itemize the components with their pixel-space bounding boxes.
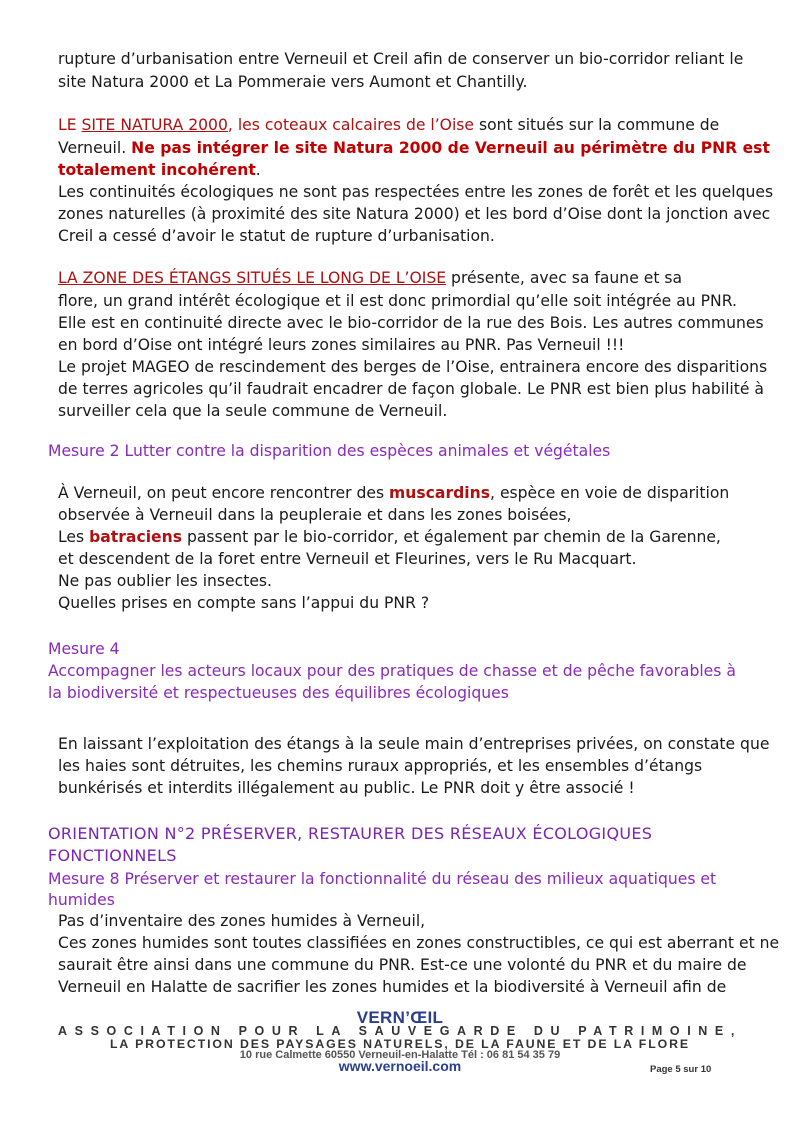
- text-plain: .: [255, 161, 261, 179]
- paragraph-line: Quelles prises en compte sans l’appui du PNR ?: [58, 594, 430, 612]
- paragraph-line: Verneuil en Halatte de sacrifier les zones humides et la biodiversité à Verneuil afin de: [58, 978, 727, 996]
- paragraph-line: [58, 526, 721, 549]
- paragraph-line: bunkérisés et interdits illégalement au public. Le PNR doit y être associé !: [58, 779, 635, 797]
- paragraph-line: rupture d’urbanisation entre Verneuil et Creil afin de conserver un bio-corridor reliant le: [58, 50, 744, 68]
- mesure4-heading: Mesure 4: [48, 640, 120, 658]
- paragraph-line: zones naturelles (à proximité des site Natura 2000) et les bord d’Oise dont la jonction avec: [58, 205, 771, 223]
- text-plain: , espèce en voie de disparition: [490, 484, 730, 502]
- keyword-batraciens: batraciens: [89, 528, 182, 546]
- text-emphasis: totalement incohérent: [58, 161, 256, 179]
- text-emphasis: Ne pas intégrer le site Natura 2000 de Verneuil au périmètre du PNR est: [131, 139, 770, 157]
- paragraph-line: [58, 482, 729, 505]
- paragraph-line: flore, un grand intérêt écologique et il est donc primordial qu’elle soit intégrée au PNR.: [58, 292, 737, 310]
- mesure8-heading: Mesure 8 Préserver et restaurer la fonctionnalité du réseau des milieux aquatiques et: [48, 870, 717, 888]
- paragraph-line: Creil a cessé d’avoir le statut de rupture d’urbanisation.: [58, 227, 495, 245]
- orientation-heading: FONCTIONNELS: [48, 846, 177, 865]
- paragraph-line: Le projet MAGEO de rescindement des berges de l’Oise, entrainera encore des disparitions: [58, 358, 768, 376]
- paragraph-line: En laissant l’exploitation des étangs à la seule main d’entreprises privées, on constate que: [58, 735, 770, 753]
- paragraph-line: Les continuités écologiques ne sont pas respectées entre les zones de forêt et les quelques: [58, 183, 774, 201]
- footer-org-name: VERN’ŒIL: [356, 1008, 444, 1027]
- natura-prefix: LE: [58, 116, 82, 134]
- paragraph-line: Pas d’inventaire des zones humides à Verneuil,: [58, 912, 426, 930]
- mesure4-title: la biodiversité et respectueuses des équilibres écologiques: [48, 684, 509, 702]
- paragraph-line: Ne pas oublier les insectes.: [58, 572, 273, 590]
- mesure2-heading: Mesure 2 Lutter contre la disparition des espèces animales et végétales: [48, 442, 611, 460]
- paragraph-line: Elle est en continuité directe avec le bio-corridor de la rue des Bois. Les autres communes: [58, 314, 764, 332]
- paragraph-line: [58, 159, 261, 182]
- footer-line: ASSOCIATION POUR LA SAUVEGARDE DU PATRIMOINE,: [58, 1024, 742, 1038]
- paragraph-line: les haies sont détruites, les chemins ruraux appropriés, et les ensembles d’étangs: [58, 757, 703, 775]
- text-plain: Verneuil.: [58, 139, 132, 157]
- paragraph-line: saurait être ainsi dans une commune du PNR. Est-ce une volonté du PNR et du maire de: [58, 956, 747, 974]
- text-plain: À Verneuil, on peut encore rencontrer des: [58, 484, 390, 502]
- footer-address: 10 rue Calmette 60550 Verneuil-en-Halatte Tél : 06 81 54 35 79: [239, 1049, 561, 1061]
- paragraph-line: en bord d’Oise ont intégré leurs zones similaires au PNR. Pas Verneuil !!!: [58, 336, 625, 354]
- mesure4-title: Accompagner les acteurs locaux pour des pratiques de chasse et de pêche favorables à: [48, 662, 736, 680]
- paragraph-line: observée à Verneuil dans la peupleraie et dans les zones boisées,: [58, 506, 572, 524]
- paragraph-line: site Natura 2000 et La Pommeraie vers Aumont et Chantilly.: [58, 73, 528, 91]
- paragraph-line: surveiller cela que la seule commune de Verneuil.: [58, 402, 448, 420]
- text-plain: passent par le bio-corridor, et également par chemin de la Garenne,: [182, 528, 721, 546]
- site-natura-link[interactable]: SITE NATURA 2000: [81, 116, 228, 134]
- footer-website-link[interactable]: www.vernoeil.com: [338, 1058, 462, 1074]
- mesure8-heading: humides: [48, 891, 115, 909]
- paragraph-line: [58, 137, 770, 160]
- etangs-heading-line: [58, 267, 682, 290]
- etangs-heading: LA ZONE DES ÉTANGS SITUÉS LE LONG DE L’OISE: [58, 269, 447, 287]
- paragraph-line: Ces zones humides sont toutes classifiées en zones constructibles, ce qui est aberrant et ne: [58, 934, 780, 952]
- etangs-rest: présente, avec sa faune et sa: [446, 269, 683, 287]
- text-plain: Les: [58, 528, 90, 546]
- natura-heading-line: [58, 114, 719, 137]
- keyword-muscardins: muscardins: [389, 484, 491, 502]
- natura-subject: , les coteaux calcaires de l’Oise: [227, 116, 475, 134]
- footer-line: LA PROTECTION DES PAYSAGES NATURELS, DE LA FAUNE ET DE LA FLORE: [110, 1037, 690, 1051]
- paragraph-line: et descendent de la foret entre Verneuil et Fleurines, vers le Ru Macquart.: [58, 550, 637, 568]
- page-number: Page 5 sur 10: [650, 1064, 712, 1075]
- natura-rest: sont situés sur la commune de: [474, 116, 720, 134]
- orientation-heading: ORIENTATION N°2 PRÉSERVER, RESTAURER DES RÉSEAUX ÉCOLOGIQUES: [48, 824, 653, 843]
- paragraph-line: de terres agricoles qu’il faudrait encadrer de façon globale. Le PNR est bien plus habilité à: [58, 380, 764, 398]
